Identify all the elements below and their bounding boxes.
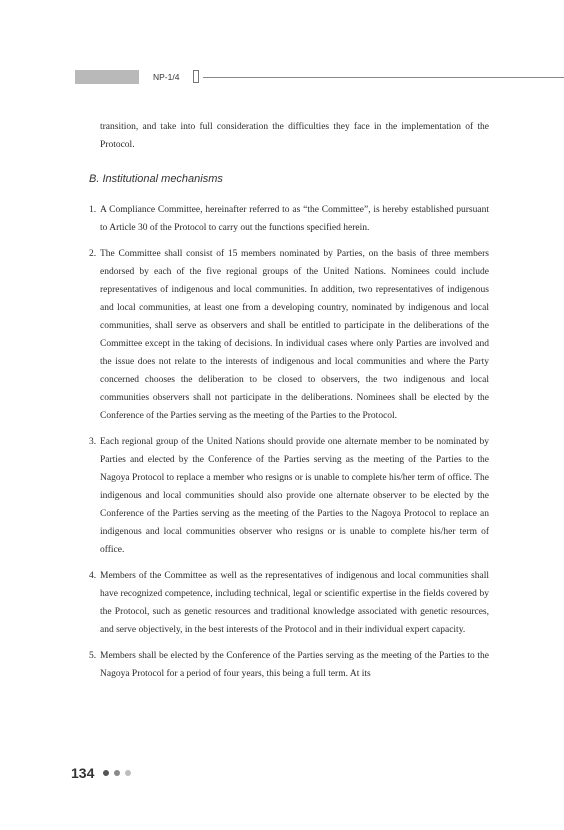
item-number: 2.	[89, 249, 97, 259]
list-item	[89, 567, 489, 639]
header-doc-code: NP-1/4	[153, 72, 180, 82]
section-heading: B. Institutional mechanisms	[89, 173, 223, 185]
page-number: 134	[71, 765, 95, 781]
page-body	[89, 118, 489, 691]
footer-dot-icon	[114, 770, 120, 776]
header-marker-box	[193, 70, 199, 83]
item-text: Members shall be elected by the Conference of the Parties serving as the meeting of the Parties to the Nagoya Protocol for a period of four years, this being a full term. At its	[100, 651, 489, 679]
footer-dot-icon	[125, 770, 131, 776]
numbered-list	[89, 201, 489, 683]
list-item	[89, 201, 489, 237]
list-item	[89, 245, 489, 425]
intro-paragraph: transition, and take into full consideration the difficulties they face in the implementation of the Protocol.	[100, 122, 489, 150]
item-text: A Compliance Committee, hereinafter referred to as “the Committee”, is hereby established pursuant to Article 30 of the Protocol to carry out the functions specified herein.	[100, 205, 489, 233]
item-number: 4.	[89, 571, 97, 581]
footer-dots	[103, 770, 132, 777]
header-gray-bar	[75, 70, 139, 84]
item-text: Members of the Committee as well as the representatives of indigenous and local communities shall have recognized competence, including technical, legal or scientific expertise in the fields covered by the Protocol, such as genetic resources and traditional knowledge associated with genetic resources, and serve objectively, in the best interests of the Protocol and in their individual expert capacity.	[100, 571, 489, 635]
footer-dot-icon	[103, 770, 109, 776]
item-number: 1.	[89, 205, 97, 215]
list-item	[89, 647, 489, 683]
item-number: 5.	[89, 651, 97, 661]
list-item	[89, 433, 489, 559]
item-text: The Committee shall consist of 15 members nominated by Parties, on the basis of three members endorsed by each of the five regional groups of the United Nations. Nominees could include representatives of indigenous and local communities. In addition, two representatives of indigenous and local communities, at least one from a developing country, nominated by indigenous and local communities, shall serve as observers and shall be entitled to participate in the deliberations of the Committee except in the taking of decisions. In individual cases where only Parties are involved and the issue does not relate to the interests of indigenous and local communities and where the Party concerned chooses the deliberation to be closed to observers, the two indigenous and local communities observers shall not participate in the deliberations. Nominees shall be elected by the Conference of the Parties serving as the meeting of the Parties to the Protocol.	[100, 249, 489, 421]
item-text: Each regional group of the United Nations should provide one alternate member to be nominated by Parties and elected by the Conference of the Parties serving as the meeting of the Parties to the Nagoya Protocol to replace a member who resigns or is unable to complete his/her term of office. The indigenous and local communities should also provide one alternate observer to be elected by the Conference of the Parties serving as the meeting of the Parties to the Nagoya Protocol to replace an indigenous and local communities observer who resigns or is unable to complete his/her term of office.	[100, 437, 489, 555]
item-number: 3.	[89, 437, 97, 447]
header-rule	[203, 77, 564, 78]
